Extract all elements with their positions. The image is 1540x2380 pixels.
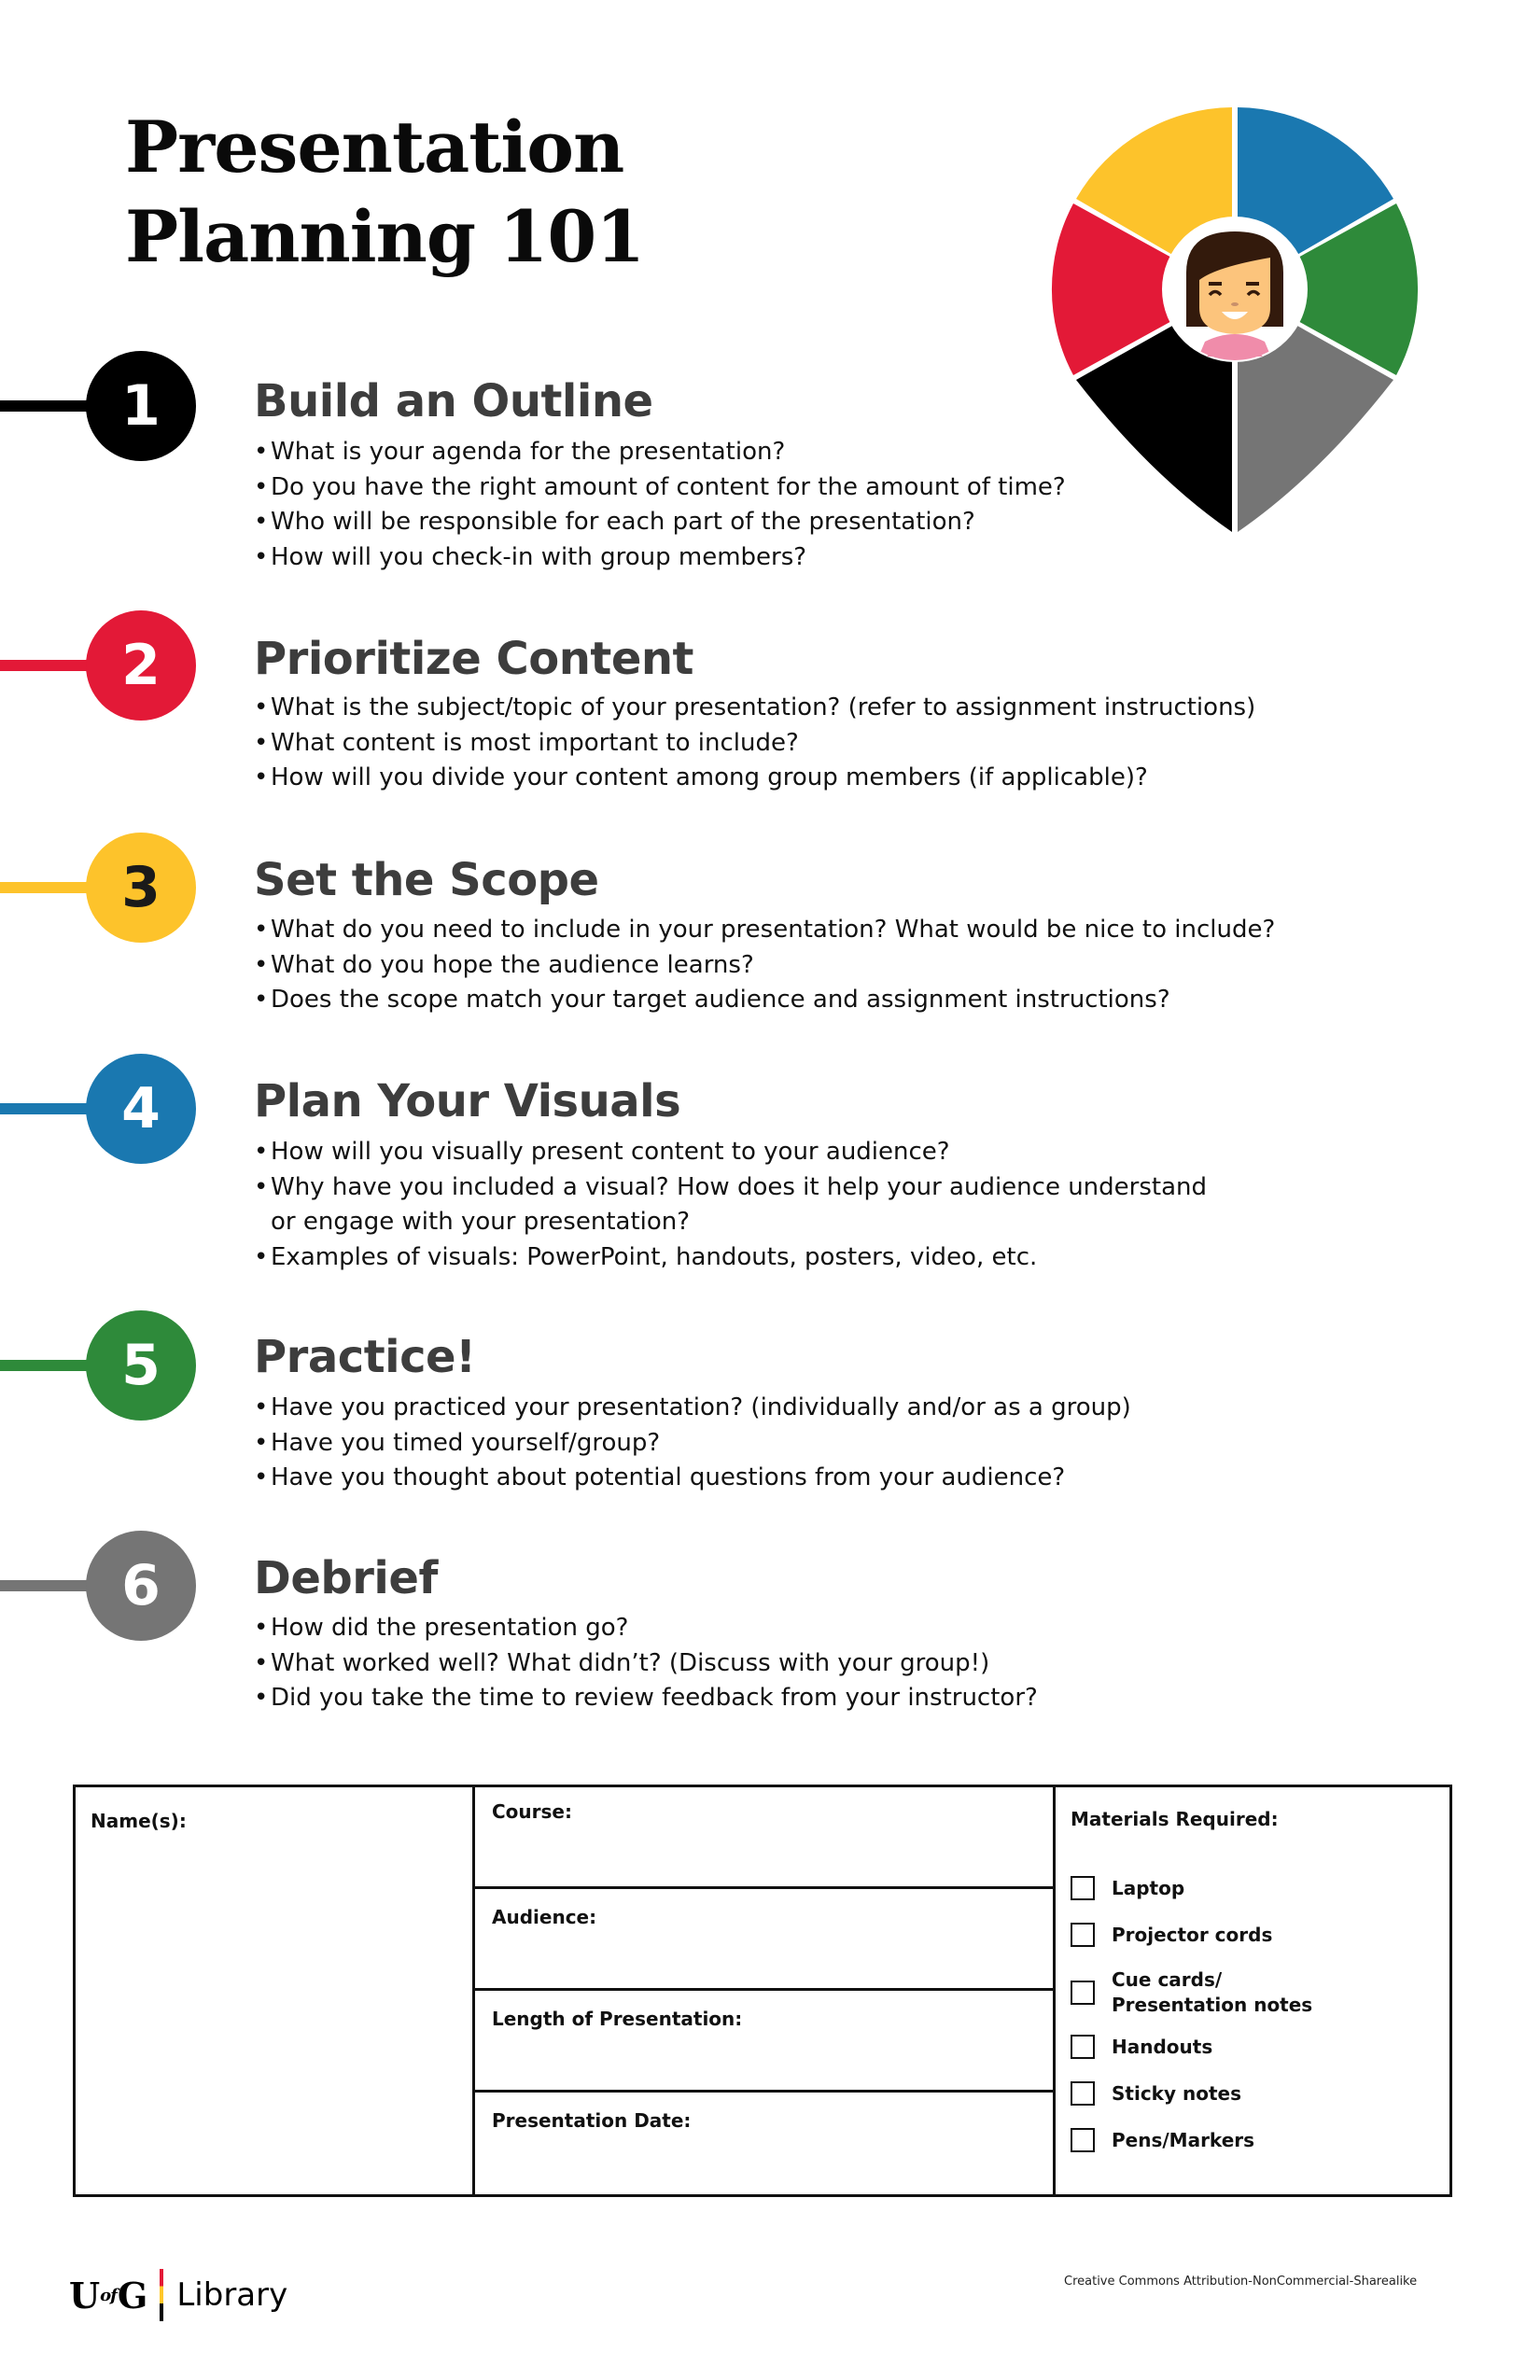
course-label: Course: xyxy=(492,1800,572,1823)
checkbox[interactable] xyxy=(1071,1981,1095,2005)
library-wordmark: Library xyxy=(176,2276,288,2314)
step-heading: Practice! xyxy=(254,1331,476,1383)
date-label: Presentation Date: xyxy=(492,2109,692,2132)
bullet-item: • Who will be responsible for each part of the presentation? xyxy=(254,508,975,536)
checkbox[interactable] xyxy=(1071,1876,1095,1900)
step-bullets xyxy=(254,1135,1207,1275)
details-column xyxy=(475,1787,1056,2194)
bullet-item: • Have you thought about potential questions from your audience? xyxy=(254,1463,1066,1491)
step-number-badge: 4 xyxy=(86,1054,196,1164)
materials-column xyxy=(1056,1787,1449,2194)
checkbox[interactable] xyxy=(1071,2081,1095,2106)
bullet-item: • What worked well? What didn’t? (Discuss with your group!) xyxy=(254,1648,990,1677)
step-heading: Debrief xyxy=(254,1552,438,1604)
title-line-2: Planning 101 xyxy=(125,195,645,278)
bullet-item: • Examples of visuals: PowerPoint, handouts, posters, video, etc. xyxy=(254,1242,1038,1271)
logo-divider xyxy=(160,2269,163,2321)
names-field[interactable] xyxy=(76,1787,475,2194)
step-number-badge: 2 xyxy=(86,610,196,721)
length-label: Length of Presentation: xyxy=(492,2008,743,2030)
step-bullets xyxy=(254,1611,1038,1716)
bullet-item: • How will you divide your content among group members (if applicable)? xyxy=(254,763,1148,791)
step-bullets xyxy=(254,913,1275,1018)
checkbox[interactable] xyxy=(1071,1923,1095,1947)
ufg-library-logo xyxy=(69,2268,287,2322)
materials-checklist xyxy=(1071,1873,1312,2155)
bullet-item: • How will you check-in with group members? xyxy=(254,542,807,571)
title-line-1: Presentation xyxy=(125,105,624,189)
materials-label: Materials Required: xyxy=(1071,1808,1279,1830)
bullet-item: • Have you timed yourself/group? xyxy=(254,1428,661,1457)
bullet-item: • Do you have the right amount of content for the amount of time? xyxy=(254,472,1066,501)
step-number-badge: 3 xyxy=(86,833,196,943)
page-title xyxy=(125,103,644,282)
step-number-badge: 1 xyxy=(86,351,196,461)
audience-label: Audience: xyxy=(492,1906,597,1928)
course-field[interactable] xyxy=(475,1787,1053,1889)
checkbox[interactable] xyxy=(1071,2128,1095,2152)
bullet-item: • Did you take the time to review feedback from your instructor? xyxy=(254,1684,1038,1712)
names-label: Name(s): xyxy=(91,1810,187,1832)
bullet-item: • How will you visually present content to your audience? xyxy=(254,1138,950,1166)
checkbox[interactable] xyxy=(1071,2035,1095,2059)
step-bullets xyxy=(254,435,1066,575)
step-bullets xyxy=(254,691,1255,796)
length-field[interactable] xyxy=(475,1991,1053,2093)
step-heading: Build an Outline xyxy=(254,375,653,427)
planning-form xyxy=(73,1785,1452,2197)
step-heading: Set the Scope xyxy=(254,854,599,906)
bullet-item: • What is the subject/topic of your presentation? (refer to assignment instructions) xyxy=(254,693,1256,721)
step-bullets xyxy=(254,1391,1131,1496)
bullet-item: • Why have you included a visual? How does it help your audience understand xyxy=(254,1172,1208,1201)
step-number-badge: 6 xyxy=(86,1531,196,1641)
step-number-badge: 5 xyxy=(86,1310,196,1421)
bullet-item: • What do you hope the audience learns? xyxy=(254,950,754,979)
step-heading: Plan Your Visuals xyxy=(254,1075,681,1127)
material-laptop[interactable]: Laptop xyxy=(1071,1873,1312,1903)
material-sticky-notes[interactable]: Sticky notes xyxy=(1071,2079,1312,2108)
material-projector-cords[interactable]: Projector cords xyxy=(1071,1920,1312,1950)
material-handouts[interactable]: Handouts xyxy=(1071,2032,1312,2062)
material-pens-markers[interactable]: Pens/Markers xyxy=(1071,2125,1312,2155)
bullet-item: • What content is most important to include? xyxy=(254,728,799,757)
bullet-item: • What do you need to include in your presentation? What would be nice to include? xyxy=(254,916,1276,944)
audience-field[interactable] xyxy=(475,1889,1053,1991)
license-text: Creative Commons Attribution-NonCommercial-Sharealike xyxy=(1064,2275,1418,2289)
bullet-item-continuation: or engage with your presentation? xyxy=(271,1208,691,1236)
bullet-item: • How did the presentation go? xyxy=(254,1614,629,1642)
ufg-wordmark: $U^{of}G$ xyxy=(69,2274,147,2317)
person-pin-illustration xyxy=(1043,98,1426,537)
bullet-item: • What is your agenda for the presentation? xyxy=(254,438,786,466)
bullet-item: • Have you practiced your presentation? (individually and/or as a group) xyxy=(254,1393,1131,1421)
date-field[interactable] xyxy=(475,2093,1053,2194)
material-cue-cards[interactable]: Cue cards/ Presentation notes xyxy=(1071,1967,1312,2019)
bullet-item: • Does the scope match your target audience and assignment instructions? xyxy=(254,986,1170,1014)
step-heading: Prioritize Content xyxy=(254,633,693,685)
